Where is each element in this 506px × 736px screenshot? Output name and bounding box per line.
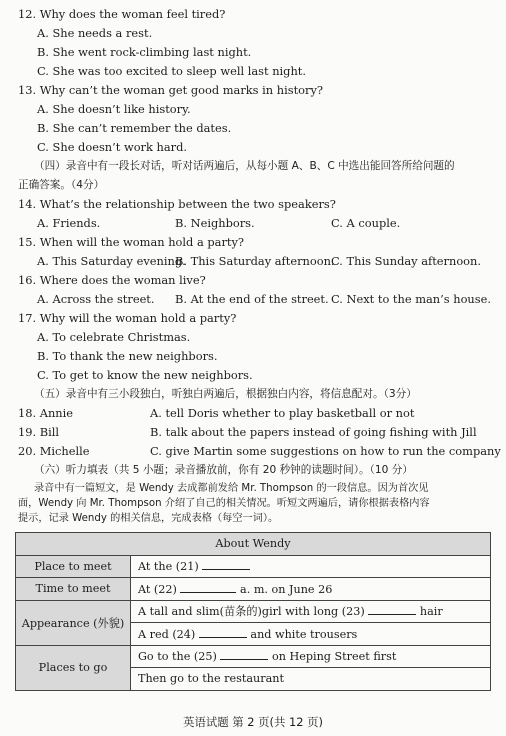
answer-option: A. To celebrate Christmas. [37, 330, 191, 344]
info-table [15, 532, 491, 691]
row-label-place: Place to meet [16, 555, 131, 578]
row-label-places: Places to go [16, 645, 131, 690]
section-title: （六）听力填表（共 5 小题；录音播放前，你有 20 秒钟的读题时间）。（10 分） [34, 464, 413, 476]
answer-option: C. This Sunday afternoon. [331, 254, 481, 268]
answer-option: B. At the end of the street. [175, 292, 329, 306]
cell-text: At the (21) [138, 560, 199, 574]
row-value-appearance-2 [131, 623, 491, 646]
answer-blank-22[interactable] [180, 582, 236, 593]
question-stem: 13. Why can’t the woman get good marks in history? [18, 83, 323, 97]
answer-option: C. A couple. [331, 216, 401, 230]
match-option: C. give Martin some suggestions on how to run the company [150, 444, 501, 458]
answer-option: B. She can’t remember the dates. [37, 121, 232, 135]
cell-text: on Heping Street first [271, 650, 397, 664]
cell-text: Go to the (25) [138, 650, 217, 664]
question-stem: 14. What’s the relationship between the two speakers? [18, 197, 336, 211]
cell-text: A tall and slim(苗条的)girl with long (23) [138, 605, 365, 619]
match-option: A. tell Doris whether to play basketball or not [150, 406, 415, 420]
answer-blank-25[interactable] [220, 649, 268, 660]
row-label-time: Time to meet [16, 578, 131, 601]
cell-text: At (22) [138, 582, 177, 596]
cell-text: and white trousers [250, 627, 358, 641]
answer-blank-21[interactable] [202, 559, 250, 570]
answer-option: C. She was too excited to sleep well last night. [37, 64, 307, 78]
answer-blank-23[interactable] [368, 604, 416, 615]
section-instruction: 正确答案。（4分） [18, 179, 105, 191]
section-instruction: （四）录音中有一段长对话，听对话两遍后，从每小题 A、B、C 中选出能回答所给问题的 [34, 160, 455, 172]
answer-option: A. Friends. [37, 216, 101, 230]
question-stem: 15. When will the woman hold a party? [18, 235, 245, 249]
section-paragraph: 面，Wendy 向 Mr. Thompson 介绍了自己的相关情况。听短文两遍后，请你根据表格内容 [18, 498, 430, 509]
question-stem: 12. Why does the woman feel tired? [18, 7, 226, 21]
match-item: 19. Bill [18, 425, 60, 439]
answer-option: A. Across the street. [37, 292, 155, 306]
cell-text: A red (24) [138, 627, 196, 641]
row-value-places-1 [131, 645, 491, 668]
answer-option: B. This Saturday afternoon. [175, 254, 335, 268]
match-option: B. talk about the papers instead of going fishing with Jill [150, 425, 477, 439]
answer-option: B. Neighbors. [175, 216, 255, 230]
answer-option: A. This Saturday evening. [37, 254, 186, 268]
page-footer: 英语试题 第 2 页(共 12 页) [183, 715, 323, 729]
match-item: 20. Michelle [18, 444, 90, 458]
cell-text: a. m. on June 26 [240, 582, 333, 596]
section-paragraph: 录音中有一篇短文，是 Wendy 去成都前发给 Mr. Thompson 的一段信息。因为首次见 [34, 483, 429, 494]
question-stem: 16. Where does the woman live? [18, 273, 206, 287]
row-value-places-2: Then go to the restaurant [131, 668, 491, 691]
answer-option: A. She doesn’t like history. [37, 102, 191, 116]
row-value-place [131, 555, 491, 578]
section-instruction: （五）录音中有三小段独白，听独白两遍后，根据独白内容，将信息配对。（3分） [34, 388, 417, 400]
answer-option: A. She needs a rest. [37, 26, 153, 40]
answer-option: C. Next to the man’s house. [331, 292, 491, 306]
row-label-appearance: Appearance (外貌) [16, 600, 131, 645]
row-value-appearance-1 [131, 600, 491, 623]
answer-option: C. To get to know the new neighbors. [37, 368, 253, 382]
section-paragraph: 提示，记录 Wendy 的相关信息，完成表格（每空一词）。 [18, 513, 279, 524]
table-header: About Wendy [16, 533, 491, 556]
answer-blank-24[interactable] [199, 627, 247, 638]
match-item: 18. Annie [18, 406, 74, 420]
row-value-time [131, 578, 491, 601]
cell-text: hair [419, 605, 443, 619]
question-stem: 17. Why will the woman hold a party? [18, 311, 237, 325]
answer-option: B. To thank the new neighbors. [37, 349, 218, 363]
answer-option: B. She went rock-climbing last night. [37, 45, 252, 59]
answer-option: C. She doesn’t work hard. [37, 140, 188, 154]
